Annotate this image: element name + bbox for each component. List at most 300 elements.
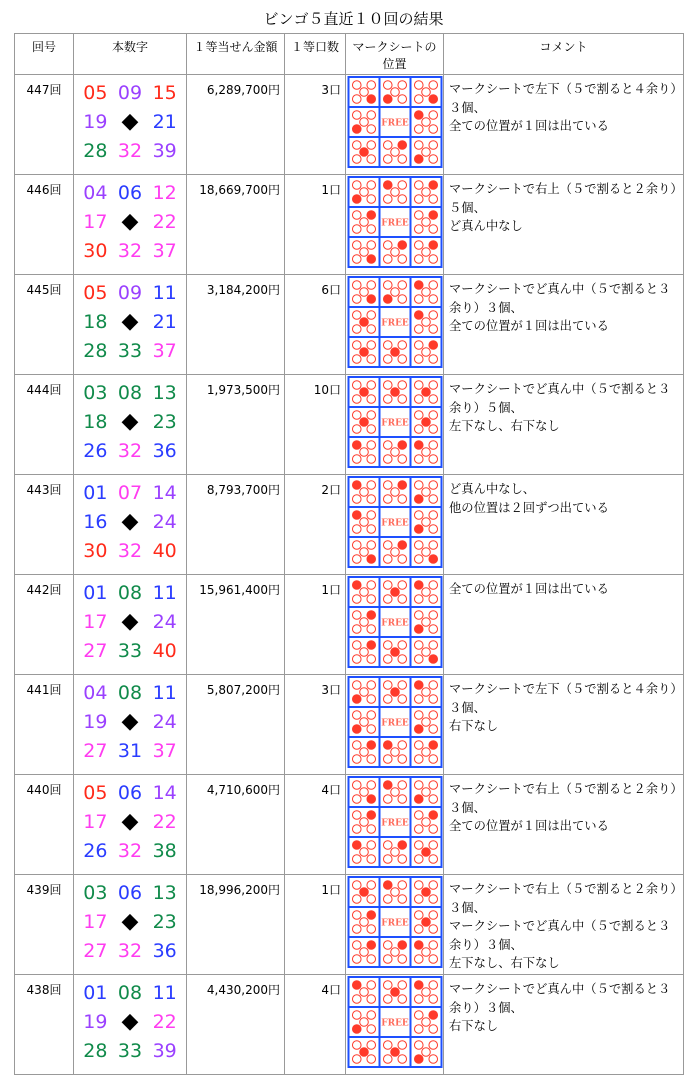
empty-circle-icon (352, 141, 361, 150)
winning-number: 27 (83, 640, 108, 662)
empty-circle-icon (391, 188, 400, 197)
empty-circle-icon (367, 881, 376, 890)
empty-circle-icon (414, 541, 423, 550)
winning-number: 17 (83, 911, 108, 933)
free-label: FREE (381, 618, 409, 629)
winning-number: 19 (83, 711, 108, 733)
empty-circle-icon (398, 895, 407, 904)
empty-circle-icon (422, 548, 431, 557)
empty-circle-icon (383, 855, 392, 864)
empty-circle-icon (367, 895, 376, 904)
marked-circle-icon (422, 918, 431, 927)
empty-circle-icon (367, 981, 376, 990)
empty-circle-icon (422, 648, 431, 657)
marked-circle-icon (360, 1048, 369, 1057)
empty-circle-icon (367, 995, 376, 1004)
empty-circle-icon (398, 855, 407, 864)
empty-circle-icon (352, 625, 361, 634)
empty-circle-icon (367, 355, 376, 364)
winning-number: 39 (152, 140, 177, 162)
winners-cell: 6口 (285, 275, 346, 375)
empty-circle-icon (422, 718, 431, 727)
amount-cell: 18,996,200円 (187, 875, 285, 975)
empty-circle-icon (414, 1025, 423, 1034)
winning-number: 06 (117, 782, 143, 804)
empty-circle-icon (352, 555, 361, 564)
empty-circle-icon (352, 741, 361, 750)
free-label: FREE (381, 118, 409, 129)
marked-circle-icon (367, 211, 376, 220)
round-cell: 445回 (15, 275, 74, 375)
numbers-cell (74, 275, 187, 375)
marked-circle-icon (414, 155, 423, 164)
marked-circle-icon (367, 641, 376, 650)
empty-circle-icon (360, 518, 369, 527)
empty-circle-icon (360, 718, 369, 727)
marksheet-cell (346, 775, 444, 875)
empty-circle-icon (367, 1011, 376, 1020)
empty-circle-icon (383, 981, 392, 990)
winning-number: 05 (83, 282, 108, 304)
marked-circle-icon (414, 111, 423, 120)
numbers-cell (74, 575, 187, 675)
empty-circle-icon (352, 941, 361, 950)
marked-circle-icon (414, 581, 423, 590)
winning-number: 08 (117, 982, 143, 1004)
empty-circle-icon (367, 541, 376, 550)
numbers-cell (74, 75, 187, 175)
empty-circle-icon (422, 1048, 431, 1057)
empty-circle-icon (367, 511, 376, 520)
diamond-icon: ◆ (121, 509, 139, 534)
marked-circle-icon (398, 481, 407, 490)
empty-circle-icon (367, 1055, 376, 1064)
marked-circle-icon (352, 581, 361, 590)
empty-circle-icon (367, 311, 376, 320)
marked-circle-icon (383, 181, 392, 190)
winning-number: 30 (83, 240, 108, 262)
empty-circle-icon (383, 681, 392, 690)
empty-circle-icon (367, 125, 376, 134)
empty-circle-icon (352, 711, 361, 720)
diamond-icon: ◆ (121, 709, 139, 734)
empty-circle-icon (398, 395, 407, 404)
free-label: FREE (381, 818, 409, 829)
empty-circle-icon (398, 95, 407, 104)
empty-circle-icon (422, 788, 431, 797)
marksheet-cell (346, 875, 444, 975)
empty-circle-icon (352, 341, 361, 350)
empty-circle-icon (398, 795, 407, 804)
marked-circle-icon (429, 241, 438, 250)
marked-circle-icon (414, 941, 423, 950)
winning-number: 27 (83, 740, 108, 762)
winning-number: 15 (152, 82, 177, 104)
empty-circle-icon (429, 511, 438, 520)
table-row (15, 575, 684, 675)
empty-circle-icon (422, 518, 431, 527)
winning-number: 08 (117, 582, 143, 604)
winners-cell: 1口 (285, 175, 346, 275)
winners-cell: 4口 (285, 775, 346, 875)
comment-cell: マークシートでど真ん中（５で割ると３余り）３個、 全ての位置が１回は出ている (444, 275, 684, 375)
empty-circle-icon (383, 995, 392, 1004)
comment-cell: マークシートで右上（５で割ると２余り）５個、 ど真ん中なし (444, 175, 684, 275)
empty-circle-icon (414, 955, 423, 964)
marked-circle-icon (429, 211, 438, 220)
empty-circle-icon (414, 295, 423, 304)
empty-circle-icon (352, 525, 361, 534)
marked-circle-icon (360, 888, 369, 897)
marked-circle-icon (352, 195, 361, 204)
empty-circle-icon (352, 955, 361, 964)
winning-number: 21 (152, 311, 177, 333)
empty-circle-icon (414, 881, 423, 890)
empty-circle-icon (398, 195, 407, 204)
empty-circle-icon (414, 925, 423, 934)
empty-circle-icon (429, 395, 438, 404)
winning-number: 05 (83, 782, 108, 804)
empty-circle-icon (429, 441, 438, 450)
winning-number: 05 (83, 82, 108, 104)
winning-number: 16 (83, 511, 108, 533)
empty-circle-icon (422, 618, 431, 627)
empty-circle-icon (367, 1025, 376, 1034)
winners-cell: 10口 (285, 375, 346, 475)
free-label: FREE (381, 918, 409, 929)
table-row (15, 175, 684, 275)
winning-number: 18 (83, 411, 108, 433)
marked-circle-icon (414, 441, 423, 450)
empty-circle-icon (429, 995, 438, 1004)
numbers-cell (74, 175, 187, 275)
empty-circle-icon (391, 448, 400, 457)
winning-number: 37 (152, 240, 177, 262)
marked-circle-icon (367, 811, 376, 820)
marksheet-grid (347, 376, 443, 468)
empty-circle-icon (429, 911, 438, 920)
marksheet-grid (347, 476, 443, 568)
empty-circle-icon (360, 448, 369, 457)
marked-circle-icon (360, 388, 369, 397)
comment-cell: マークシートで左下（５で割ると４余り）３個、 右下なし (444, 675, 684, 775)
empty-circle-icon (422, 488, 431, 497)
marked-circle-icon (429, 95, 438, 104)
empty-circle-icon (367, 341, 376, 350)
empty-circle-icon (429, 225, 438, 234)
marked-circle-icon (367, 255, 376, 264)
empty-circle-icon (422, 318, 431, 327)
empty-circle-icon (360, 1018, 369, 1027)
empty-circle-icon (360, 848, 369, 857)
empty-circle-icon (383, 555, 392, 564)
empty-circle-icon (398, 681, 407, 690)
free-label: FREE (381, 418, 409, 429)
winning-number: 31 (117, 740, 143, 762)
empty-circle-icon (429, 955, 438, 964)
empty-circle-icon (367, 855, 376, 864)
round-cell: 442回 (15, 575, 74, 675)
empty-circle-icon (414, 325, 423, 334)
round-cell: 440回 (15, 775, 74, 875)
empty-circle-icon (367, 481, 376, 490)
empty-circle-icon (422, 148, 431, 157)
marked-circle-icon (383, 295, 392, 304)
empty-circle-icon (352, 241, 361, 250)
empty-circle-icon (352, 925, 361, 934)
amount-cell: 8,793,700円 (187, 475, 285, 575)
winning-number: 17 (83, 611, 108, 633)
winning-number: 36 (152, 440, 177, 462)
marksheet-grid (347, 776, 443, 868)
round-cell: 441回 (15, 675, 74, 775)
empty-circle-icon (367, 381, 376, 390)
table-row (15, 675, 684, 775)
table-row (15, 875, 684, 975)
empty-circle-icon (429, 425, 438, 434)
empty-circle-icon (414, 711, 423, 720)
empty-circle-icon (367, 495, 376, 504)
diamond-icon: ◆ (121, 909, 139, 934)
empty-circle-icon (391, 288, 400, 297)
empty-circle-icon (352, 995, 361, 1004)
empty-circle-icon (367, 441, 376, 450)
winners-cell: 2口 (285, 475, 346, 575)
marked-circle-icon (367, 295, 376, 304)
winning-number: 33 (117, 340, 143, 362)
table-row (15, 275, 684, 375)
winning-number: 13 (152, 382, 177, 404)
empty-circle-icon (360, 548, 369, 557)
empty-circle-icon (367, 141, 376, 150)
amount-cell: 15,961,400円 (187, 575, 285, 675)
empty-circle-icon (391, 748, 400, 757)
empty-circle-icon (429, 495, 438, 504)
empty-circle-icon (383, 581, 392, 590)
empty-circle-icon (414, 425, 423, 434)
marked-circle-icon (367, 95, 376, 104)
empty-circle-icon (352, 395, 361, 404)
marksheet-cell (346, 275, 444, 375)
marked-circle-icon (383, 781, 392, 790)
winning-number: 03 (83, 382, 108, 404)
round-cell: 438回 (15, 975, 74, 1075)
empty-circle-icon (367, 395, 376, 404)
marked-circle-icon (429, 1011, 438, 1020)
marked-circle-icon (398, 141, 407, 150)
empty-circle-icon (429, 125, 438, 134)
empty-circle-icon (398, 381, 407, 390)
table-row (15, 375, 684, 475)
empty-circle-icon (429, 925, 438, 934)
empty-circle-icon (422, 748, 431, 757)
empty-circle-icon (383, 441, 392, 450)
amount-cell: 6,289,700円 (187, 75, 285, 175)
empty-circle-icon (352, 425, 361, 434)
empty-circle-icon (367, 425, 376, 434)
empty-circle-icon (383, 355, 392, 364)
marked-circle-icon (398, 441, 407, 450)
marked-circle-icon (391, 588, 400, 597)
empty-circle-icon (422, 1018, 431, 1027)
winning-number: 14 (152, 482, 177, 504)
winning-number: 11 (152, 682, 177, 704)
header-comment: コメント (444, 34, 684, 75)
winning-number: 04 (83, 682, 108, 704)
empty-circle-icon (352, 1041, 361, 1050)
winning-number: 22 (152, 811, 177, 833)
empty-circle-icon (398, 455, 407, 464)
winning-number: 18 (83, 311, 108, 333)
marked-circle-icon (367, 611, 376, 620)
empty-circle-icon (367, 825, 376, 834)
empty-circle-icon (352, 381, 361, 390)
diamond-icon: ◆ (121, 1009, 139, 1034)
header-winners: １等口数 (285, 34, 346, 75)
marksheet-grid (347, 76, 443, 168)
amount-cell: 1,973,500円 (187, 375, 285, 475)
empty-circle-icon (429, 825, 438, 834)
empty-circle-icon (360, 288, 369, 297)
winning-number: 04 (83, 182, 108, 204)
empty-circle-icon (391, 248, 400, 257)
empty-circle-icon (429, 541, 438, 550)
empty-circle-icon (352, 781, 361, 790)
empty-circle-icon (383, 1055, 392, 1064)
empty-circle-icon (398, 1055, 407, 1064)
winning-number: 19 (83, 1011, 108, 1033)
winning-number: 22 (152, 1011, 177, 1033)
results-table (14, 33, 684, 1075)
comment-cell: マークシートでど真ん中（５で割ると３余り）５個、 左下なし、右下なし (444, 375, 684, 475)
empty-circle-icon (391, 888, 400, 897)
diamond-icon: ◆ (121, 409, 139, 434)
amount-cell: 4,710,600円 (187, 775, 285, 875)
empty-circle-icon (414, 825, 423, 834)
winning-number: 09 (117, 82, 143, 104)
header-marksheet: マークシートの位置 (346, 34, 444, 75)
winning-number: 19 (83, 111, 108, 133)
marked-circle-icon (352, 511, 361, 520)
empty-circle-icon (422, 248, 431, 257)
empty-circle-icon (429, 255, 438, 264)
empty-circle-icon (414, 381, 423, 390)
empty-circle-icon (429, 711, 438, 720)
empty-circle-icon (367, 111, 376, 120)
marked-circle-icon (398, 941, 407, 950)
marksheet-grid (347, 676, 443, 768)
marksheet-cell (346, 575, 444, 675)
empty-circle-icon (367, 711, 376, 720)
amount-cell: 18,669,700円 (187, 175, 285, 275)
empty-circle-icon (429, 611, 438, 620)
empty-circle-icon (352, 795, 361, 804)
marked-circle-icon (414, 681, 423, 690)
empty-circle-icon (352, 295, 361, 304)
amount-cell: 4,430,200円 (187, 975, 285, 1075)
marked-circle-icon (422, 388, 431, 397)
table-row (15, 75, 684, 175)
empty-circle-icon (398, 581, 407, 590)
empty-circle-icon (414, 455, 423, 464)
empty-circle-icon (367, 841, 376, 850)
empty-circle-icon (414, 241, 423, 250)
empty-circle-icon (383, 895, 392, 904)
empty-circle-icon (398, 355, 407, 364)
winning-number: 03 (83, 882, 108, 904)
empty-circle-icon (367, 1041, 376, 1050)
marked-circle-icon (422, 848, 431, 857)
empty-circle-icon (367, 681, 376, 690)
empty-circle-icon (414, 595, 423, 604)
empty-circle-icon (414, 641, 423, 650)
empty-circle-icon (367, 955, 376, 964)
empty-circle-icon (429, 695, 438, 704)
empty-circle-icon (367, 625, 376, 634)
numbers-cell (74, 475, 187, 575)
empty-circle-icon (398, 495, 407, 504)
empty-circle-icon (414, 81, 423, 90)
empty-circle-icon (414, 481, 423, 490)
empty-circle-icon (422, 348, 431, 357)
winning-number: 26 (83, 440, 108, 462)
empty-circle-icon (429, 755, 438, 764)
marked-circle-icon (391, 348, 400, 357)
empty-circle-icon (422, 588, 431, 597)
empty-circle-icon (429, 581, 438, 590)
empty-circle-icon (352, 325, 361, 334)
marked-circle-icon (414, 625, 423, 634)
empty-circle-icon (398, 255, 407, 264)
marked-circle-icon (391, 688, 400, 697)
empty-circle-icon (352, 611, 361, 620)
marked-circle-icon (352, 441, 361, 450)
empty-circle-icon (367, 281, 376, 290)
empty-circle-icon (398, 281, 407, 290)
empty-circle-icon (367, 781, 376, 790)
empty-circle-icon (398, 295, 407, 304)
empty-circle-icon (360, 88, 369, 97)
empty-circle-icon (367, 81, 376, 90)
winning-number: 09 (117, 282, 143, 304)
winning-number: 23 (152, 411, 177, 433)
winning-number: 12 (152, 182, 177, 204)
empty-circle-icon (429, 111, 438, 120)
winning-number: 30 (83, 540, 108, 562)
empty-circle-icon (398, 341, 407, 350)
marked-circle-icon (391, 648, 400, 657)
empty-circle-icon (398, 181, 407, 190)
empty-circle-icon (352, 181, 361, 190)
free-label: FREE (381, 718, 409, 729)
winning-number: 01 (83, 582, 108, 604)
empty-circle-icon (414, 781, 423, 790)
empty-circle-icon (383, 755, 392, 764)
empty-circle-icon (429, 981, 438, 990)
empty-circle-icon (429, 881, 438, 890)
empty-circle-icon (398, 595, 407, 604)
empty-circle-icon (398, 155, 407, 164)
empty-circle-icon (352, 825, 361, 834)
empty-circle-icon (414, 811, 423, 820)
empty-circle-icon (429, 455, 438, 464)
diamond-icon: ◆ (121, 309, 139, 334)
winning-number: 37 (152, 740, 177, 762)
marksheet-cell (346, 475, 444, 575)
winning-number: 14 (152, 782, 177, 804)
comment-cell: マークシートで右上（５で割ると２余り）３個、 全ての位置が１回は出ている (444, 775, 684, 875)
marked-circle-icon (391, 988, 400, 997)
